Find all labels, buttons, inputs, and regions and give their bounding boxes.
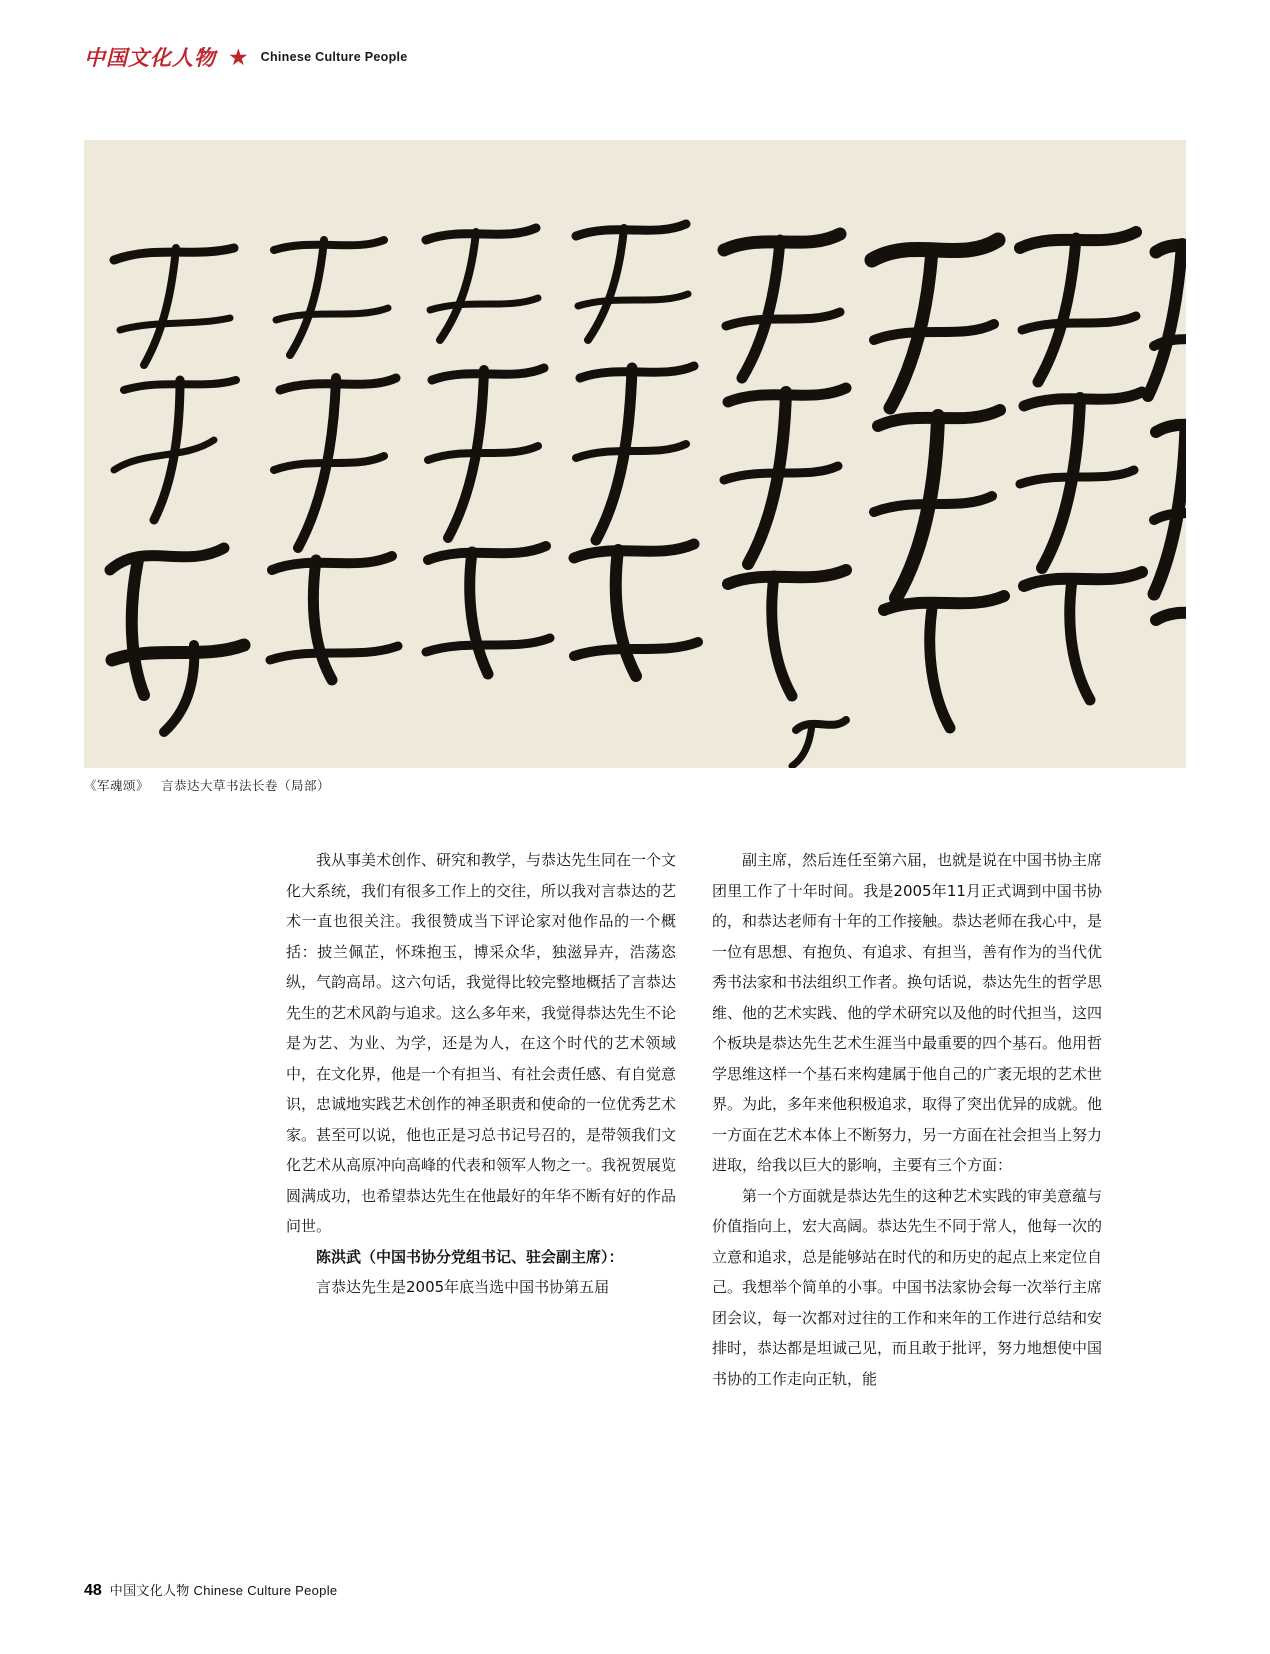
paragraph: 第一个方面就是恭达先生的这种艺术实践的审美意蕴与价值指向上，宏大高阔。恭达先生不同于常人，他每一次的立意和追求，总是能够站在时代的和历史的起点上来定位自己。我想举个简单的小事。中国书法家协会每一次举行主席团会议，每一次都对过往的工作和来年的工作进行总结和安排时，恭达都是坦诚己见，而且敢于批评，努力地想使中国书协的工作走向正轨，能 [712, 1186, 1103, 1388]
masthead [84, 42, 408, 72]
column-left [286, 845, 676, 1394]
figure-caption [84, 776, 330, 794]
footer-publication-name: 中国文化人物 Chinese Culture People [109, 1583, 338, 1598]
masthead-english-title: Chinese Culture People [260, 50, 408, 64]
column-right [712, 845, 1102, 1394]
page-number: 48 [84, 1582, 102, 1599]
paragraph: 言恭达先生是2005年底当选中国书协第五届 [316, 1278, 610, 1296]
calligraphy-plate [84, 140, 1186, 768]
page-footer [84, 1580, 337, 1600]
calligraphy-image [84, 140, 1186, 768]
article-body [286, 845, 1186, 1394]
star-icon: ★ [228, 43, 249, 70]
caption-title: 《军魂颂》 [84, 779, 150, 793]
caption-subtitle: 言恭达大草书法长卷（局部） [160, 779, 330, 793]
paragraph: 副主席，然后连任至第六届，也就是说在中国书协主席团里工作了十年时间。我是2005年11月正式调到中国书协的，和恭达老师有十年的工作接触。恭达老师在我心中，是一位有思想、有抱负、有追求、有担当，善有作为的当代优秀书法家和书法组织工作者。换句话说，恭达先生的哲学思维、他的艺术实践、他的学术研究以及他的时代担当，这四个板块是恭达先生艺术生涯当中最重要的四个基石。他用哲学思维这样一个基石来构建属于他自己的广袤无垠的艺术世界。为此，多年来他积极追求，取得了突出优异的成就。他一方面在艺术本体上不断努力，另一方面在社会担当上努力进取，给我以巨大的影响，主要有三个方面： [712, 851, 1103, 1174]
paragraph: 我从事美术创作、研究和教学，与恭达先生同在一个文化大系统，我们有很多工作上的交往，所以我对言恭达的艺术一直也很关注。我很赞成当下评论家对他作品的一个概括：披兰佩芷，怀珠抱玉，博采众华，独滋异卉，浩荡恣纵，气韵高昂。这六句话，我觉得比较完整地概括了言恭达先生的艺术风韵与追求。这么多年来，我觉得恭达先生不论是为艺、为业、为学，还是为人，在这个时代的艺术领域中，在文化界，他是一个有担当、有社会责任感、有自觉意识，忠诚地实践艺术创作的神圣职责和使命的一位优秀艺术家。甚至可以说，他也正是习总书记号召的，是带领我们文化艺术从高原冲向高峰的代表和领军人物之一。我祝贺展览圆满成功，也希望恭达先生在他最好的年华不断有好的作品问世。 [286, 851, 677, 1235]
masthead-chinese-title: 中国文化人物 [84, 45, 216, 70]
section-subheading: 陈洪武（中国书协分党组书记、驻会副主席）： [316, 1247, 624, 1266]
